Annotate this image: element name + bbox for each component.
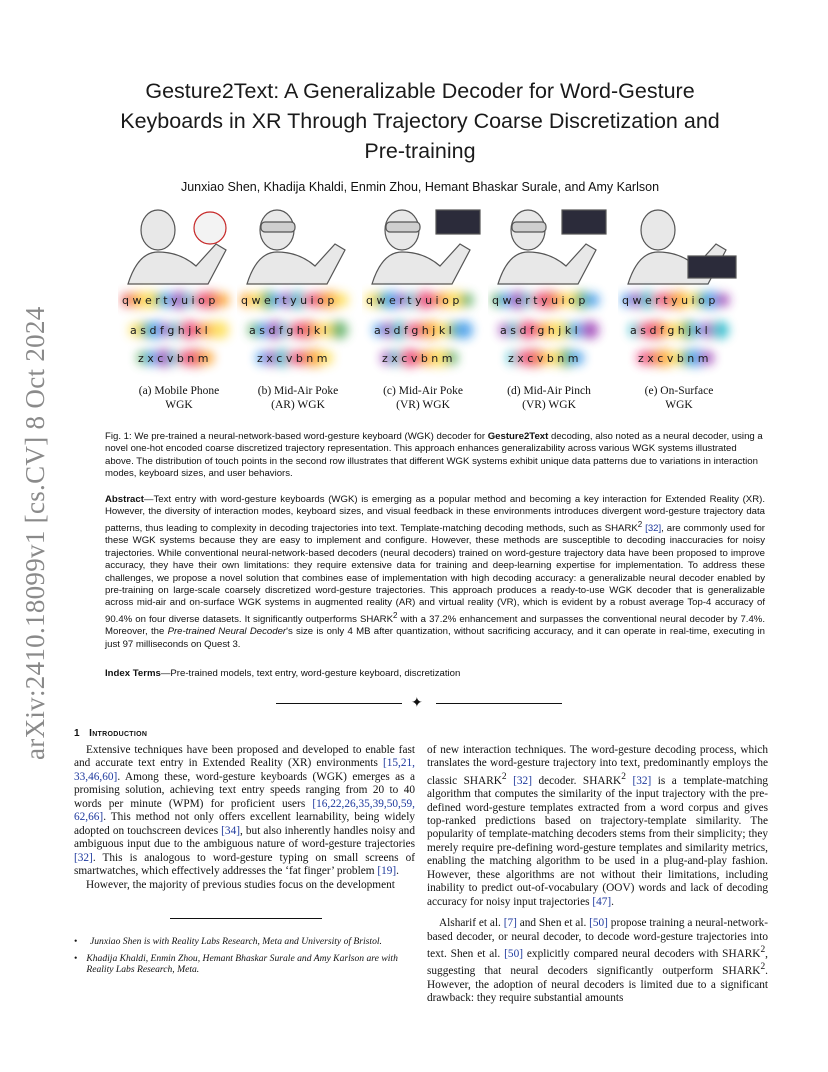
figure-panel-b [237, 204, 359, 414]
figure-caption-c: (c) Mid-Air Poke (VR) WGK [383, 385, 463, 411]
heat-blob [460, 293, 474, 307]
figure-panel-d [488, 204, 610, 414]
title-line-1: Gesture2Text: A Generalizable Decoder for Word-Gesture [145, 79, 695, 103]
keyboard-row-3: z x c v b n m [382, 352, 453, 365]
keyboard-row-2: a s d f g h j k l [500, 324, 578, 337]
figure-panel-e [618, 204, 740, 414]
keyboard-row-1: q w e r t y u i o p [366, 294, 460, 307]
citation-link[interactable]: [34] [221, 824, 240, 837]
mid-air-poke-ar-illustration [237, 204, 359, 379]
head [141, 210, 175, 250]
heat-blob [335, 293, 349, 307]
keyboard-row-3: z x c v b n m [638, 352, 709, 365]
figure-caption-text-pre: We pre-trained a neural-network-based word-gesture keyboard (WGK) decoder for [134, 431, 486, 442]
right-text-column [427, 744, 768, 1005]
headset [512, 222, 546, 232]
on-surface-wgk-illustration [618, 204, 740, 379]
citation-link[interactable]: [16,22,26,35,39,50,59, 62,66] [74, 797, 415, 824]
keyboard-row-1: q w e r t y u i o p [241, 294, 335, 307]
keyboard-row-2: a s d f g h j k l [130, 324, 208, 337]
mid-air-poke-vr-illustration [362, 204, 484, 379]
citation-link[interactable]: [32] [74, 851, 93, 864]
title-line-2: Keyboards in XR Through Trajectory Coarse Discretization and [120, 109, 720, 133]
figure-panel-c [362, 204, 484, 414]
headset [386, 222, 420, 232]
keyboard-row-3: z x c v b n m [138, 352, 209, 365]
abstract: Abstract—Text entry with word-gesture keyboards (WGK) is emerging as a popular method and becoming a key interaction for Extended Reality (XR). However, the diversity of interaction modes, keyboard sizes, and visual feedback in these environments introduces divergent word-gesture trajectory data patterns, thus leading to complexity in decoding trajectories into text. Template-matching decoding methods, such as SHARK$^2$ [32], are commonly used for these WGK systems because they are easy to implement and configure. However, these methods are susceptible to decoding inaccuracies for noisy trajectories. While conventional neural-network-based decoders (neural decoders) trained on word-gesture trajectory data have been proposed to improve accuracy, they have their own limitations: they require extensive data for training and deep-learning expertise for implementation. To address these challenges, we propose a novel solution that combines ease of implementation with high decoding accuracy: a generalizable neural decoder enabled by pre-training on large-scale coarsely discretized word-gesture trajectories. This approach produces a ready-to-use WGK decoder that is generalizable across mid-air and on-surface WGK systems in augmented reality (AR) and virtual reality (VR), which is evident by a robust average Top-4 accuracy of 90.4% on four diverse datasets. It significantly outperforms SHARK$^2$ with a 37.2% enhancement and surpasses the conventional neural decoder by 7.4%. Moreover, the Pre-trained Neural Decoder's size is only 4 MB after quantization, without sacrificing accuracy, and it can operate in real-time, executing in just 97 milliseconds on Quest 3. [105, 494, 765, 650]
heat-blob [211, 321, 229, 339]
arm-torso [498, 244, 596, 284]
arxiv-identifier-stamp: arXiv:2410.18099v1 [cs.CV] 8 Oct 2024 [20, 306, 50, 760]
figure-caption-e: (e) On-Surface WGK [644, 385, 714, 411]
index-terms-label: Index Terms [105, 668, 161, 679]
footnote-item: • Junxiao Shen is with Reality Labs Research, Meta and University of Bristol. [74, 936, 382, 947]
keyboard-row-3: z x c v b n m [257, 352, 328, 365]
heat-blob [586, 293, 600, 307]
section-divider [276, 697, 562, 711]
keyboard-row-2: a s d f g h j k l [630, 324, 708, 337]
index-terms: Index Terms—Pre-trained models, text entry, word-gesture keyboard, discretization [105, 668, 461, 679]
heat-blob [216, 293, 230, 307]
keyboard-row-3: z x c v b n m [508, 352, 579, 365]
intro-paragraph-2: However, the majority of previous studies focus on the development [86, 878, 395, 891]
intro-paragraph-continued: of new interaction techniques. The word-gesture decoding process, which translates the word-gesture trajectory into text, predominantly employs the classic SHARK$^2$ [32] decoder. SHARK$^2$ [32] is a template-matching algorithm that computes the similarity of the input trajectory with the pre-defined word-gesture templates extracted from a word corpus and gives top-ranked predictions based on trajectory-template similarity. The popularity of template-matching decoders stems from their simplicity; they merely require pre-defining word-gesture templates and similarity metrics, enabling the matching algorithm to be used in a plug-and-play fashion. However, these algorithms are not without their limitations, including inability to predict out-of-vocabulary (OOV) words and lack of decoding accuracy for noisy input trajectories [47]. [427, 744, 769, 908]
heat-blob [330, 321, 348, 339]
keyboard-row-1: q w e r t y u i o p [122, 294, 216, 307]
figure-panel-a [118, 204, 240, 414]
title-line-3: Pre-training [364, 139, 476, 163]
intro-paragraph-1: Extensive techniques have been proposed and developed to enable fast and accurate text entry in Extended Reality (XR) environments [15,21, 33,46,60]. Among these, word-gesture keyboards (WGK) emerges as a promising solution, achieving text entry speeds ranging from 20 to 40 words per minute (WPM) for proficient users [16,22,26,35,39,50,59, 62,66]. This method not only offers excellent learnability, being widely adopted on touchscreen devices [34], but also inherently handles noisy and ambiguous input due to the ambiguous nature of word-gesture trajectories [32]. This is analogous to word-gesture typing on small screens of smartwatches, which effectively addresses the ‘fat finger’ problem [19]. [74, 744, 415, 878]
footnote-rule [170, 918, 322, 919]
person-sketch [498, 210, 606, 284]
person-sketch [128, 210, 226, 284]
arm-torso [372, 244, 470, 284]
keyboard-row-2: a s d f g h j k l [249, 324, 327, 337]
citation-link[interactable]: [19] [377, 865, 397, 878]
headset [261, 222, 295, 232]
figure-label: Fig. 1: [105, 431, 132, 442]
arm-torso [128, 244, 226, 284]
virtual-keyboard [562, 210, 606, 234]
author-list: Junxiao Shen, Khadija Khaldi, Enmin Zhou, Hemant Bhaskar Surale, and Amy Karlson [180, 180, 660, 194]
intro-paragraph-3: Alsharif et al. [7] and Shen et al. [50] propose training a neural-network-based decoder, or neural decoder, to decode word-gesture trajectories into text. Shen et al. [50] explicitly compared neural decoders with SHARK$^2$, suggesting that neural decoders significantly outperform SHARK$^2$. However, the adoption of neural decoders is limited due to a significant drawback: they require substantial amounts [427, 917, 769, 1004]
person-sketch [372, 210, 480, 284]
citation-link[interactable]: [47] [592, 895, 612, 908]
keyboard-row-1: q w e r t y u i o p [622, 294, 716, 307]
mid-air-pinch-vr-illustration [488, 204, 610, 379]
keyboard-row-2: a s d f g h j k l [374, 324, 452, 337]
virtual-keyboard [436, 210, 480, 234]
divider-star-icon: ✦ [411, 695, 423, 711]
citation-link[interactable]: [32] [645, 523, 662, 534]
citation-link[interactable]: [32] [513, 774, 532, 787]
mobile-phone-wgk-illustration [118, 204, 240, 379]
section-heading-introduction: 1 Introduction [74, 728, 148, 739]
person-sketch [628, 210, 736, 284]
surface-keyboard [688, 256, 736, 278]
heat-blob [581, 321, 599, 339]
arm-torso [247, 244, 345, 284]
phone-zoom [194, 212, 226, 244]
head [641, 210, 675, 250]
citation-link[interactable]: [15,21, 33,46,60] [74, 757, 415, 783]
heat-blob [455, 321, 473, 339]
citation-link[interactable]: [50] [504, 947, 523, 960]
citation-link[interactable]: [7] [503, 917, 517, 930]
figure-caption-d: (d) Mid-Air Pinch (VR) WGK [507, 385, 591, 411]
figure-caption-a: (a) Mobile Phone WGK [138, 385, 220, 411]
author-footnotes [74, 936, 415, 981]
paper-title [70, 76, 770, 166]
left-text-column [74, 744, 415, 892]
abstract-label: Abstract [105, 494, 144, 505]
person-sketch [247, 210, 345, 284]
citation-link[interactable]: [32] [632, 774, 652, 787]
heat-blob [716, 293, 730, 307]
figure-caption [105, 431, 765, 481]
keyboard-row-1: q w e r t y u i o p [492, 294, 586, 307]
figure-caption-b: (b) Mid-Air Poke (AR) WGK [257, 385, 339, 411]
figure-caption-bold-term: Gesture2Text [487, 431, 549, 442]
citation-link[interactable]: [50] [589, 917, 608, 930]
figure-caption-text-post: decoding, also noted as a neural decoder, using a novel one-hot encoded coarse discretized trajectory representation. This approach enhances generalizability across various WGK systems illustrated above. The distribution of touch points in the second row illustrates that different WGK systems exhibit unique data patterns due to variations in interaction modes, keyboard sizes, and user behaviors. [105, 431, 763, 480]
footnote-item: • Khadija Khaldi, Enmin Zhou, Hemant Bhaskar Surale and Amy Karlson are with Reality Labs Research, Meta. [74, 952, 398, 975]
heat-blob [711, 321, 729, 339]
